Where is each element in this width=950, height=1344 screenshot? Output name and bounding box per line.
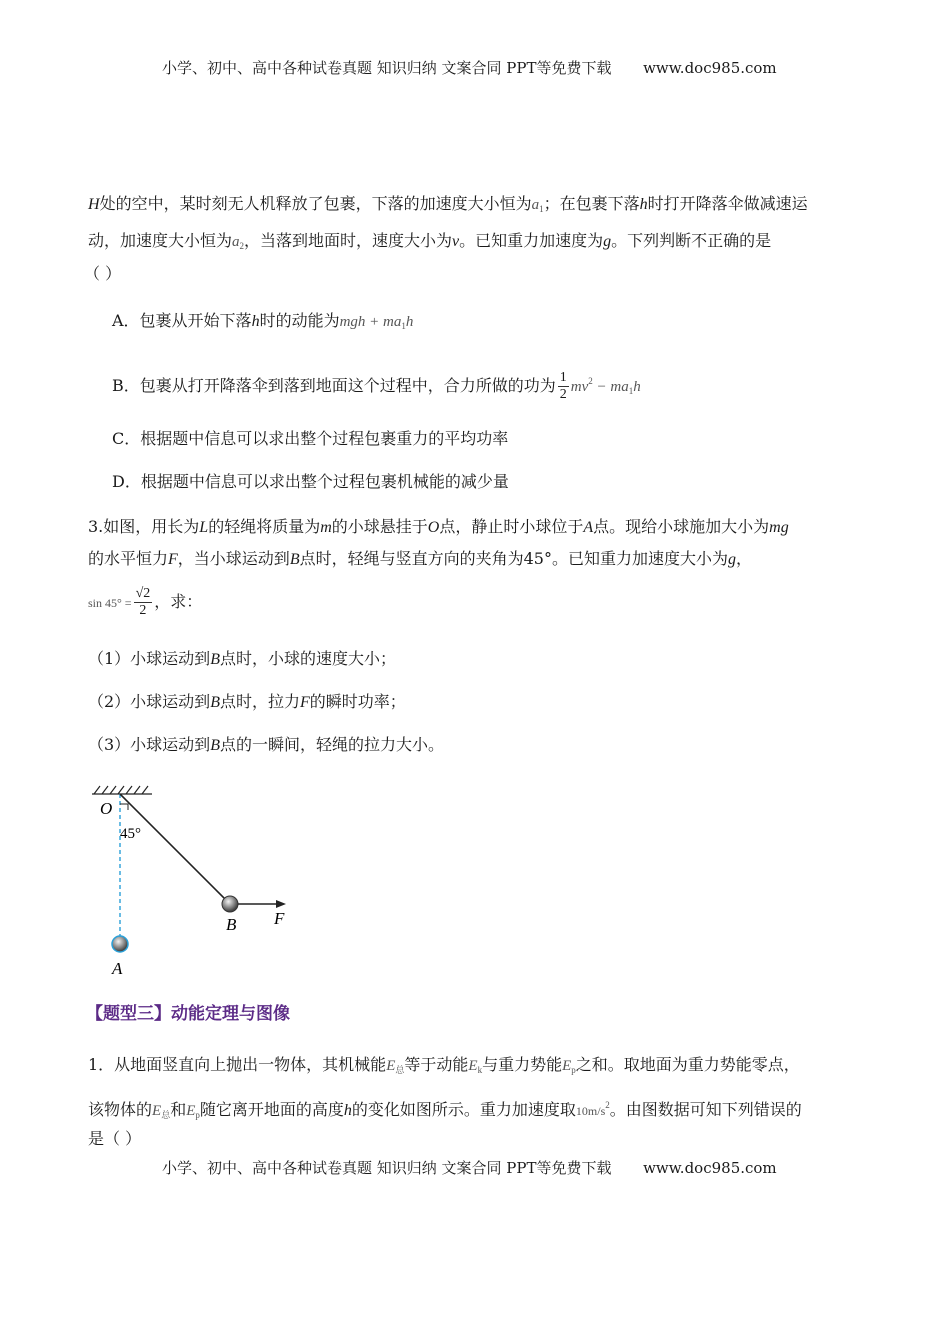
q2-option-d: D．根据题中信息可以求出整个过程包裹机械能的减少量 (112, 472, 509, 491)
q3-part3: （3）小球运动到B点的一瞬间，轻绳的拉力大小。 (88, 735, 444, 754)
label-o: O (100, 799, 113, 818)
ball-a (112, 936, 128, 952)
a1-symbol: $a_1$ (531, 197, 544, 214)
label-f: F (274, 909, 285, 928)
s3q1-line2: 该物体的$E_总$和$E_p$随它离开地面的高度h的变化如图所示。重力加速度取$10m/s^2$。由图数据可知下列错误的 (88, 1100, 802, 1120)
q3-line2: 的水平恒力F，当小球运动到B点时，轻绳与竖直方向的夹角为45°。已知重力加速度大小为g， (88, 549, 752, 568)
angle-arc (120, 804, 128, 810)
ceiling-hatch (92, 786, 152, 794)
footer-text: 小学、初中、高中各种试卷真题 知识归纳 文案合同 PPT等免费下载 (162, 1159, 612, 1177)
q2-line2: 动，加速度大小恒为$a_2$，当落到地面时，速度大小为v。已知重力加速度为g。下列判断不正确的是 (88, 231, 772, 251)
header-url[interactable]: www.doc985.com (643, 59, 777, 77)
q3-part1: （1）小球运动到B点时，小球的速度大小； (88, 649, 396, 668)
q3-line1: 3.如图，用长为L的轻绳将质量为m的小球悬挂于O点，静止时小球位于A点。现给小球施加大小为mg (88, 517, 789, 536)
fraction-half: $\frac{1}{2}$ (559, 370, 567, 402)
pendulum-figure (80, 780, 310, 980)
footer-url[interactable]: www.doc985.com (643, 1159, 777, 1177)
q2-option-a: A．包裹从开始下落h时的动能为mgh + $ma_1h$ (112, 311, 414, 331)
fraction-sqrt2-over-2: $\frac{√2}{2}$ (135, 586, 151, 618)
q3-sin-line: sin 45° = $\frac{√2}{2}$ ，求： (88, 586, 203, 618)
label-angle: 45° (120, 826, 141, 842)
page-footer (162, 1157, 777, 1179)
label-b: B (226, 915, 237, 934)
q2-option-b: B．包裹从打开降落伞到落到地面这个过程中，合力所做的功为 $\frac{1}{2}$ $mv^2 - ma_1h$ (112, 370, 641, 402)
a2-symbol: $a_2$ (232, 234, 245, 251)
arrow-head-icon (276, 900, 286, 908)
section-title: 【题型三】动能定理与图像 (86, 1004, 290, 1024)
label-a: A (112, 959, 123, 978)
page-header (162, 57, 777, 79)
ball-b (222, 896, 238, 912)
s3q1-line1: 1．从地面竖直向上抛出一物体，其机械能$E_总$等于动能$E_k$与重力势能$E_p$之和。取地面为重力势能零点， (88, 1055, 800, 1075)
rope-to-b (120, 794, 230, 904)
q3-part2: （2）小球运动到B点时，拉力F的瞬时功率； (88, 692, 406, 711)
q2-line1: H处的空中，某时刻无人机释放了包裹，下落的加速度大小恒为$a_1$；在包裹下落h时打开降落伞做减速运 (88, 194, 808, 214)
q2-answer-blank: （ ） (84, 264, 122, 283)
s3q1-line3: 是（ ） (88, 1129, 142, 1148)
q2-option-c: C．根据题中信息可以求出整个过程包裹重力的平均功率 (112, 429, 509, 448)
header-text: 小学、初中、高中各种试卷真题 知识归纳 文案合同 PPT等免费下载 (162, 59, 612, 77)
